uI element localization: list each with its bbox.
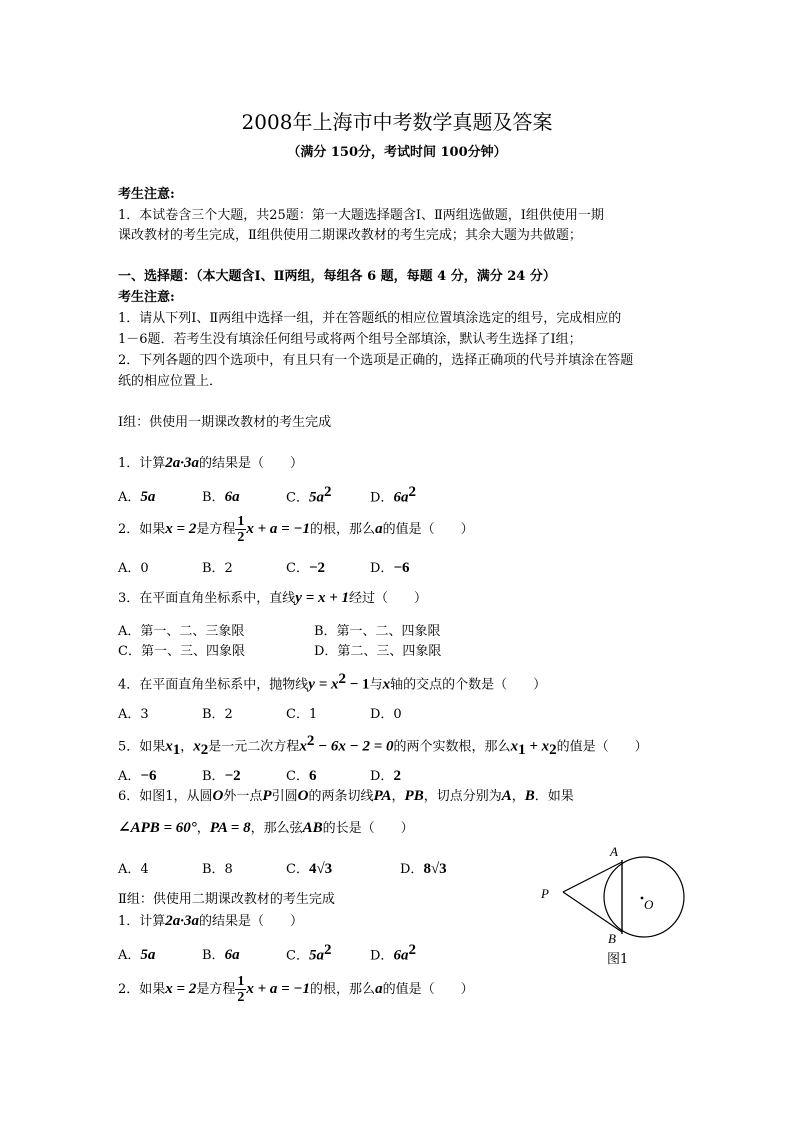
g1-question-5: 5．如果$x_1$，$x_2$是一元二次方程$x^2 - 6x - 2 = 0$的两个实数根，那么$x_1 + x_2$的值是（ ） bbox=[118, 733, 648, 758]
group1-heading: Ⅰ组：供使用一期课改教材的考生完成 bbox=[118, 415, 332, 430]
section1-heading: 一、选择题：（本大题含Ⅰ、Ⅱ两组，每组各 6 题，每题 4 分，满分 24 分） bbox=[118, 269, 556, 284]
g1-q4-option-d: D．0 bbox=[370, 707, 402, 722]
g2-question-1: 1．计算2a·3a的结果是（ ） bbox=[118, 913, 304, 929]
g2-question-2: 2．如果x = 2是方程 $\frac{1}{2}$ x + a = −1的根，那么a的值是（ ） bbox=[118, 974, 474, 1005]
g1-q2-option-a: A．0 bbox=[118, 561, 149, 576]
notice-line-2: 课改教材的考生完成，Ⅱ组供使用二期课改教材的考生完成；其余大题为共做题； bbox=[118, 228, 582, 243]
g1-q1-option-c: C．$5a^2$ bbox=[286, 484, 332, 506]
section1-line-1: 1．请从下列Ⅰ、Ⅱ两组中选择一组，并在答题纸的相应位置填涂选定的组号，完成相应的 bbox=[118, 311, 622, 326]
g1-q4-option-c: C．1 bbox=[286, 707, 318, 722]
label-p: P bbox=[541, 886, 549, 901]
g1-question-2: 2．如果x = 2是方程 $\frac{1}{2}$ x + a = −1的根，那么a的值是（ ） bbox=[118, 514, 474, 545]
center-dot bbox=[641, 897, 644, 900]
section1-notice-heading: 考生注意: bbox=[118, 290, 175, 305]
g1-q5-option-a: A．−6 bbox=[118, 768, 157, 784]
g1-q3-option-a: A．第一、二、三象限 bbox=[118, 624, 245, 639]
label-b: B bbox=[608, 931, 616, 946]
g1-q3-option-d: D．第二、三、四象限 bbox=[314, 644, 442, 659]
page-subtitle: （满分 150分，考试时间 100分钟） bbox=[287, 145, 507, 160]
g2-q1-option-d: D．$6a^2$ bbox=[370, 942, 416, 964]
section1-line-4: 纸的相应位置上． bbox=[118, 374, 223, 389]
g1-question-6-line-2: ∠APB = 60°，PA = 8，那么弦AB的长是（ ） bbox=[118, 820, 414, 836]
g1-q5-options bbox=[118, 765, 401, 785]
g2-q1-option-a: A．5a bbox=[118, 947, 156, 964]
g1-q4-option-b: B．2 bbox=[202, 707, 233, 722]
g2-q1-option-c: C．$5a^2$ bbox=[286, 942, 332, 964]
g1-q5-option-d: D．2 bbox=[370, 768, 401, 784]
section1-line-2: 1－6题．若考生没有填涂任何组号或将两个组号全部填涂，默认考生选择了Ⅰ组； bbox=[118, 332, 582, 347]
g1-question-6: 6．如图1，从圆O外一点P引圆O的两条切线PA，PB，切点分别为A，B．如果 bbox=[118, 788, 574, 804]
g1-question-3: 3．在平面直角坐标系中，直线y = x + 1经过（ ） bbox=[118, 590, 428, 606]
g1-q2-options bbox=[118, 557, 410, 577]
g1-q2-option-b: B．2 bbox=[202, 561, 233, 576]
page-title: 2008年上海市中考数学真题及答案 bbox=[241, 110, 553, 134]
group2-heading: Ⅱ组：供使用二期课改教材的考生完成 bbox=[118, 892, 335, 907]
g1-question-4: 4．在平面直角坐标系中，抛物线$y = x^2 - 1$与x轴的交点的个数是（ ） bbox=[118, 671, 547, 693]
g1-q6-options bbox=[118, 858, 447, 878]
g1-q5-option-c: C．6 bbox=[286, 768, 317, 784]
tangent-pb bbox=[563, 892, 622, 932]
g1-question-1: 1．计算2a·3a的结果是（ ） bbox=[118, 455, 304, 471]
g1-q3-option-c: C．第一、三、四象限 bbox=[118, 644, 245, 659]
g1-q1-option-a: A．5a bbox=[118, 489, 156, 506]
g1-q4-option-a: A．3 bbox=[118, 707, 149, 722]
figure-caption: 图1 bbox=[607, 952, 629, 967]
g1-q1-option-b: B．6a bbox=[202, 489, 240, 506]
tangent-pa bbox=[563, 862, 622, 892]
notice-line-1: 1．本试卷含三个大题，共25题：第一大题选择题含Ⅰ、Ⅱ两组选做题，Ⅰ组供使用一期 bbox=[118, 208, 604, 223]
g1-q1-option-d: D．$6a^2$ bbox=[370, 484, 416, 506]
g1-q6-option-b: B．8 bbox=[202, 862, 233, 877]
g1-q6-option-d: D．8√3 bbox=[400, 861, 447, 877]
g2-q1-option-b: B．6a bbox=[202, 947, 240, 964]
g1-q2-option-c: C．−2 bbox=[286, 560, 326, 576]
label-o: O bbox=[644, 897, 654, 912]
g1-q4-options bbox=[118, 703, 402, 722]
g1-q6-option-a: A．4 bbox=[118, 862, 149, 877]
g1-q3-option-b: B．第一、二、四象限 bbox=[314, 624, 441, 639]
g1-q2-option-d: D．−6 bbox=[370, 560, 410, 576]
g2-q1-options bbox=[118, 942, 416, 964]
g1-q6-option-c: C．4√3 bbox=[286, 861, 333, 877]
g1-q1-options bbox=[118, 484, 416, 506]
section1-line-3: 2．下列各题的四个选项中，有且只有一个选项是正确的，选择正确项的代号并填涂在答题 bbox=[118, 353, 634, 368]
notice-heading: 考生注意: bbox=[118, 187, 175, 202]
g1-q5-option-b: B．−2 bbox=[202, 768, 241, 784]
figure-1 bbox=[530, 840, 700, 975]
label-a: A bbox=[610, 844, 618, 859]
